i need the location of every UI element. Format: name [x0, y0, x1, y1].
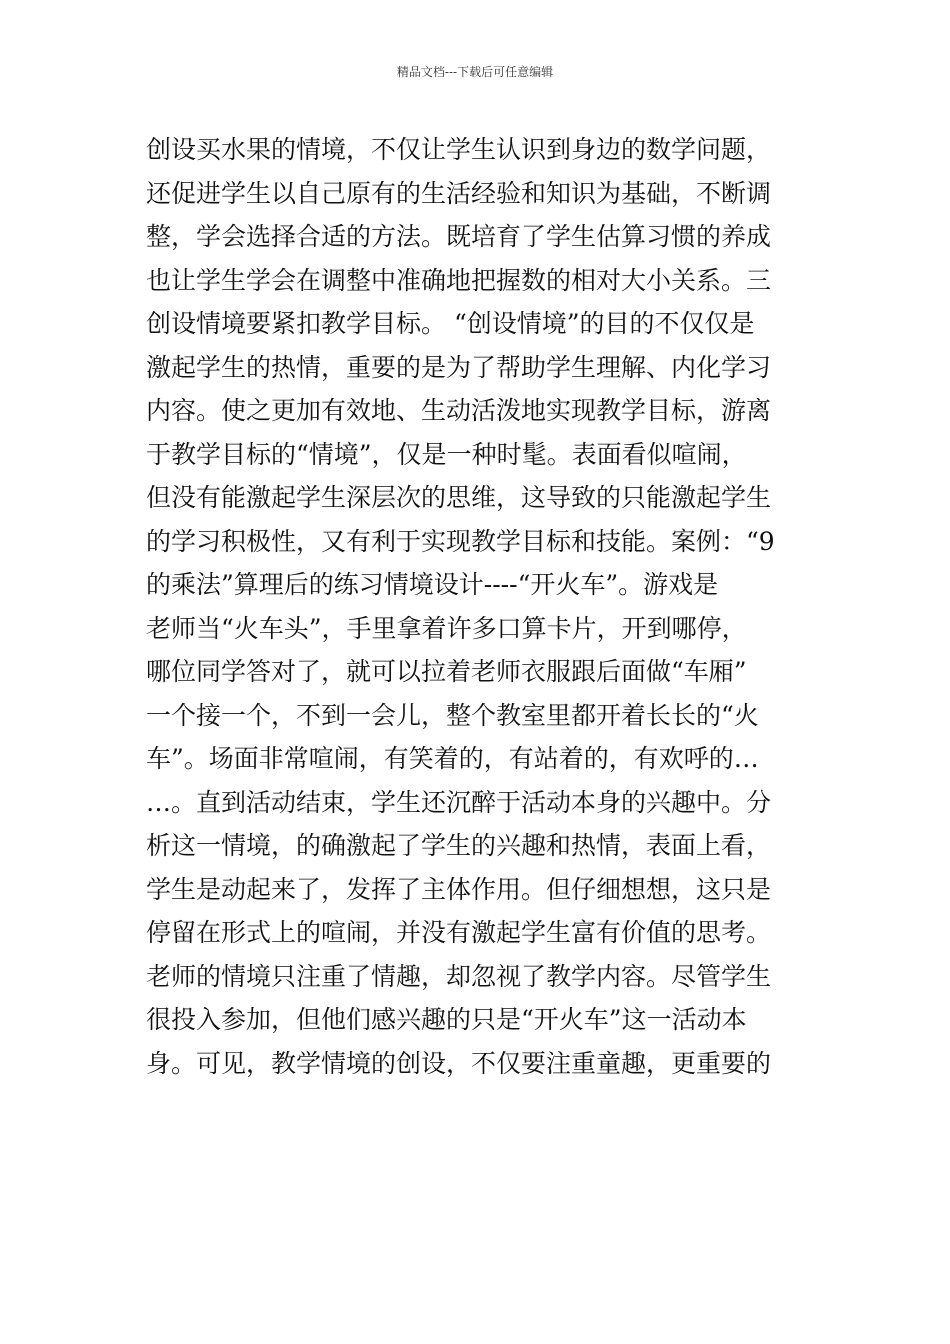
text-line: 老师的情境只注重了情趣，却忽视了教学内容。尽管学生	[146, 961, 772, 991]
text-line: 创设买水果的情境，不仅让学生认识到身边的数学问题，	[146, 135, 772, 164]
body-text	[146, 128, 816, 1085]
text-line: 停留在形式上的喧闹，并没有激起学生富有价值的思考。	[146, 918, 772, 947]
text-line: 身。可见，教学情境的创设，不仅要注重童趣，更重要的	[146, 1048, 772, 1078]
text-line: 老师当“火车头”，手里拿着许多口算卡片，开到哪停，	[146, 613, 747, 643]
text-line: …。直到活动结束，学生还沉醉于活动本身的兴趣中。分	[146, 787, 772, 817]
text-line: 整，学会选择合适的方法。既培育了学生估算习惯的养成	[146, 222, 772, 251]
text-line: 内容。使之更加有效地、生动活泼地实现教学目标，游离	[146, 396, 772, 425]
text-line: 创设情境要紧扣教学目标。 “创设情境”的目的不仅仅是	[146, 309, 755, 338]
text-line: 哪位同学答对了，就可以拉着老师衣服跟后面做“车厢”	[146, 657, 747, 686]
text-line: 激起学生的热情，重要的是为了帮助学生理解、内化学习	[146, 352, 772, 382]
text-line: 很投入参加，但他们感兴趣的只是“开火车”这一活动本	[146, 1005, 747, 1034]
text-line: 还促进学生以自己原有的生活经验和知识为基础，不断调	[146, 178, 772, 208]
text-line: 的学习积极性，又有利于实现教学目标和技能。案例：“9	[146, 526, 775, 556]
text-line: 于教学目标的“情境”，仅是一种时髦。表面看似喧闹，	[146, 439, 747, 469]
text-line: 也让学生学会在调整中准确地把握数的相对大小关系。三	[146, 265, 772, 295]
text-line: 一个接一个，不到一会儿，整个教室里都开着长长的“火	[146, 700, 759, 730]
text-line: 析这一情境，的确激起了学生的兴趣和热情，表面上看，	[146, 831, 772, 860]
text-line: 学生是动起来了，发挥了主体作用。但仔细想想，这只是	[146, 874, 772, 904]
text-line: 但没有能激起学生深层次的思维，这导致的只能激起学生	[146, 483, 772, 512]
page-header: 精品文档---下载后可任意编辑	[396, 65, 554, 79]
text-line: 的乘法”算理后的练习情境设计----“开火车”。游戏是	[146, 570, 719, 599]
text-line: 车”。场面非常喧闹，有笑着的，有站着的，有欢呼的…	[146, 744, 759, 773]
